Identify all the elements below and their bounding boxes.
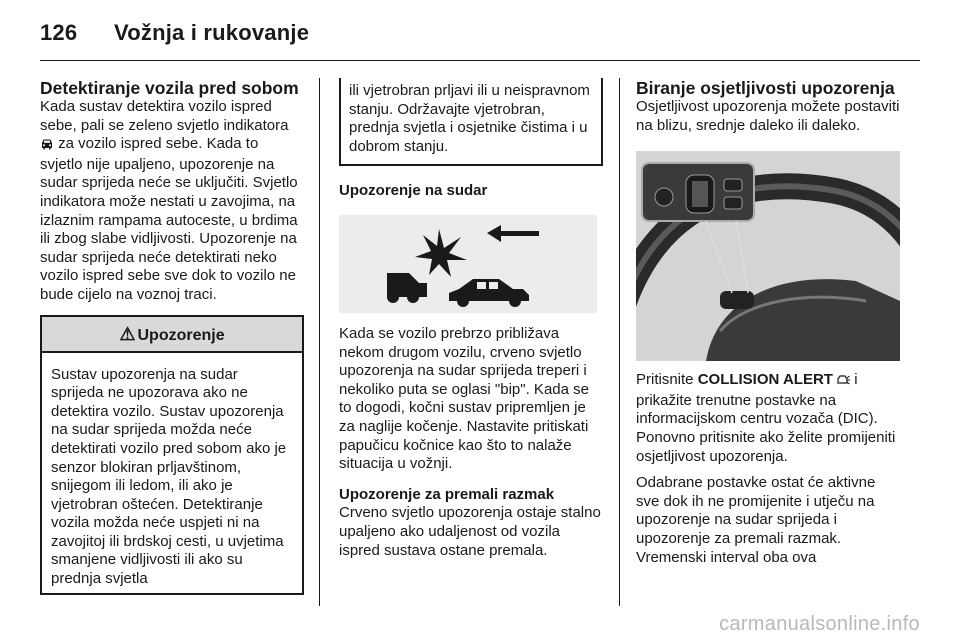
- warning-body: Sustav upozorenja na sudar sprijeda ne upozorava ako ne detektira vozilo. Sustav upozorenja na sudar sprijeda možda neće detektirati vozilo pred sobom ako je senzor blokiran prljavštinom, snijegom ili ledom, ili ako je vjetrobran oštećen. Detektiranje vozila možda neće uspjeti ni na zavojitoj ili brdskoj cesti, u uvjetima smanjene vidljivosti ili ako su prednja svjetla: [51, 365, 287, 588]
- subheading-collision-warning: Upozorenje na sudar: [339, 182, 488, 200]
- paragraph-sensitivity: Osjetljivost upozorenja možete postaviti na blizu, srednje daleko ili daleko.: [636, 98, 900, 134]
- column-2: [339, 78, 603, 560]
- watermark-text: carmanualsonline.info: [719, 613, 920, 635]
- page-section-title: Vožnja i rukovanje: [114, 20, 310, 45]
- paragraph-text: za vozilo ispred sebe. Kada to svjetlo nije upaljeno, upozorenje na sudar sprijeda neće se uključiti. Svjetlo indikatora može nestati u zavojima, na izlaznim rampama autoceste, u brdima ili zbog slabe vidljivosti. Upozorenje na sudar sprijeda neće detektirati neko vozilo ispred sebe sve dok to vozilo ne bude cijelo na voznoj traci.: [40, 135, 298, 303]
- page-number: 126: [40, 20, 78, 45]
- paragraph-press-button: [636, 371, 902, 466]
- paragraph-settings: Odabrane postavke ostat će aktivne sve dok ih ne promijenite i utječu na upozorenje na sudar sprijeda i upozorenje za premali razmak. Vremenski interval oba ova: [636, 474, 876, 566]
- warning-box-continued: ili vjetrobran prljavi ili u neispravnom stanju. Održavajte vjetrobran, prednja svjetla i osjetnike čistima i u dobrom stanju.: [339, 78, 603, 166]
- column-1: [40, 78, 304, 595]
- steering-wheel-controls-photo: [636, 151, 900, 361]
- subheading-tailgating: Upozorenje za premali razmak: [339, 485, 555, 503]
- warning-box: [40, 315, 304, 595]
- page-header: [40, 20, 309, 46]
- car-front-icon: [40, 137, 54, 156]
- column-3: [636, 78, 902, 567]
- collision-alert-icon: [837, 373, 850, 392]
- header-rule: [40, 60, 920, 61]
- paragraph-text: Kada sustav detektira vozilo ispred sebe, pali se zeleno svjetlo indikatora: [40, 98, 289, 134]
- section-heading-detection: Detektiranje vozila pred sobom: [40, 78, 299, 98]
- column-divider-2: [619, 78, 620, 606]
- paragraph-text: i prikažite trenutne postavke na informacijskom centru vozača (DIC). Ponovno pritisnite ako želite promijeniti osjetljivost upozorenja.: [636, 371, 896, 465]
- paragraph-text: Pritisnite: [636, 371, 698, 389]
- collision-warning-illustration: [339, 215, 597, 313]
- warning-header: [42, 317, 302, 353]
- paragraph-collision-warning: Kada se vozilo prebrzo približava nekom drugom vozilu, crveno svjetlo upozorenja na sudar sprijeda treperi i nekoliko puta se oglasi "bip". Kada se to dogodi, kočni sustav pripremljen je za naglije kočenje. Nastavite pritiskati papučicu kočnice kao što to nalaže situacija u vožnji.: [339, 324, 589, 473]
- paragraph-detection: [40, 98, 304, 305]
- paragraph-tailgating: Crveno svjetlo upozorenja ostaje stalno upaljeno ako udaljenost od vozila ispred sustava ostane premala.: [339, 504, 601, 559]
- button-label-collision-alert: COLLISION ALERT: [697, 371, 833, 389]
- warning-title: Upozorenje: [137, 326, 225, 344]
- section-heading-sensitivity: Biranje osjetljivosti upozorenja: [636, 78, 895, 98]
- warning-icon: ⚠: [119, 323, 136, 344]
- column-divider-1: [319, 78, 320, 606]
